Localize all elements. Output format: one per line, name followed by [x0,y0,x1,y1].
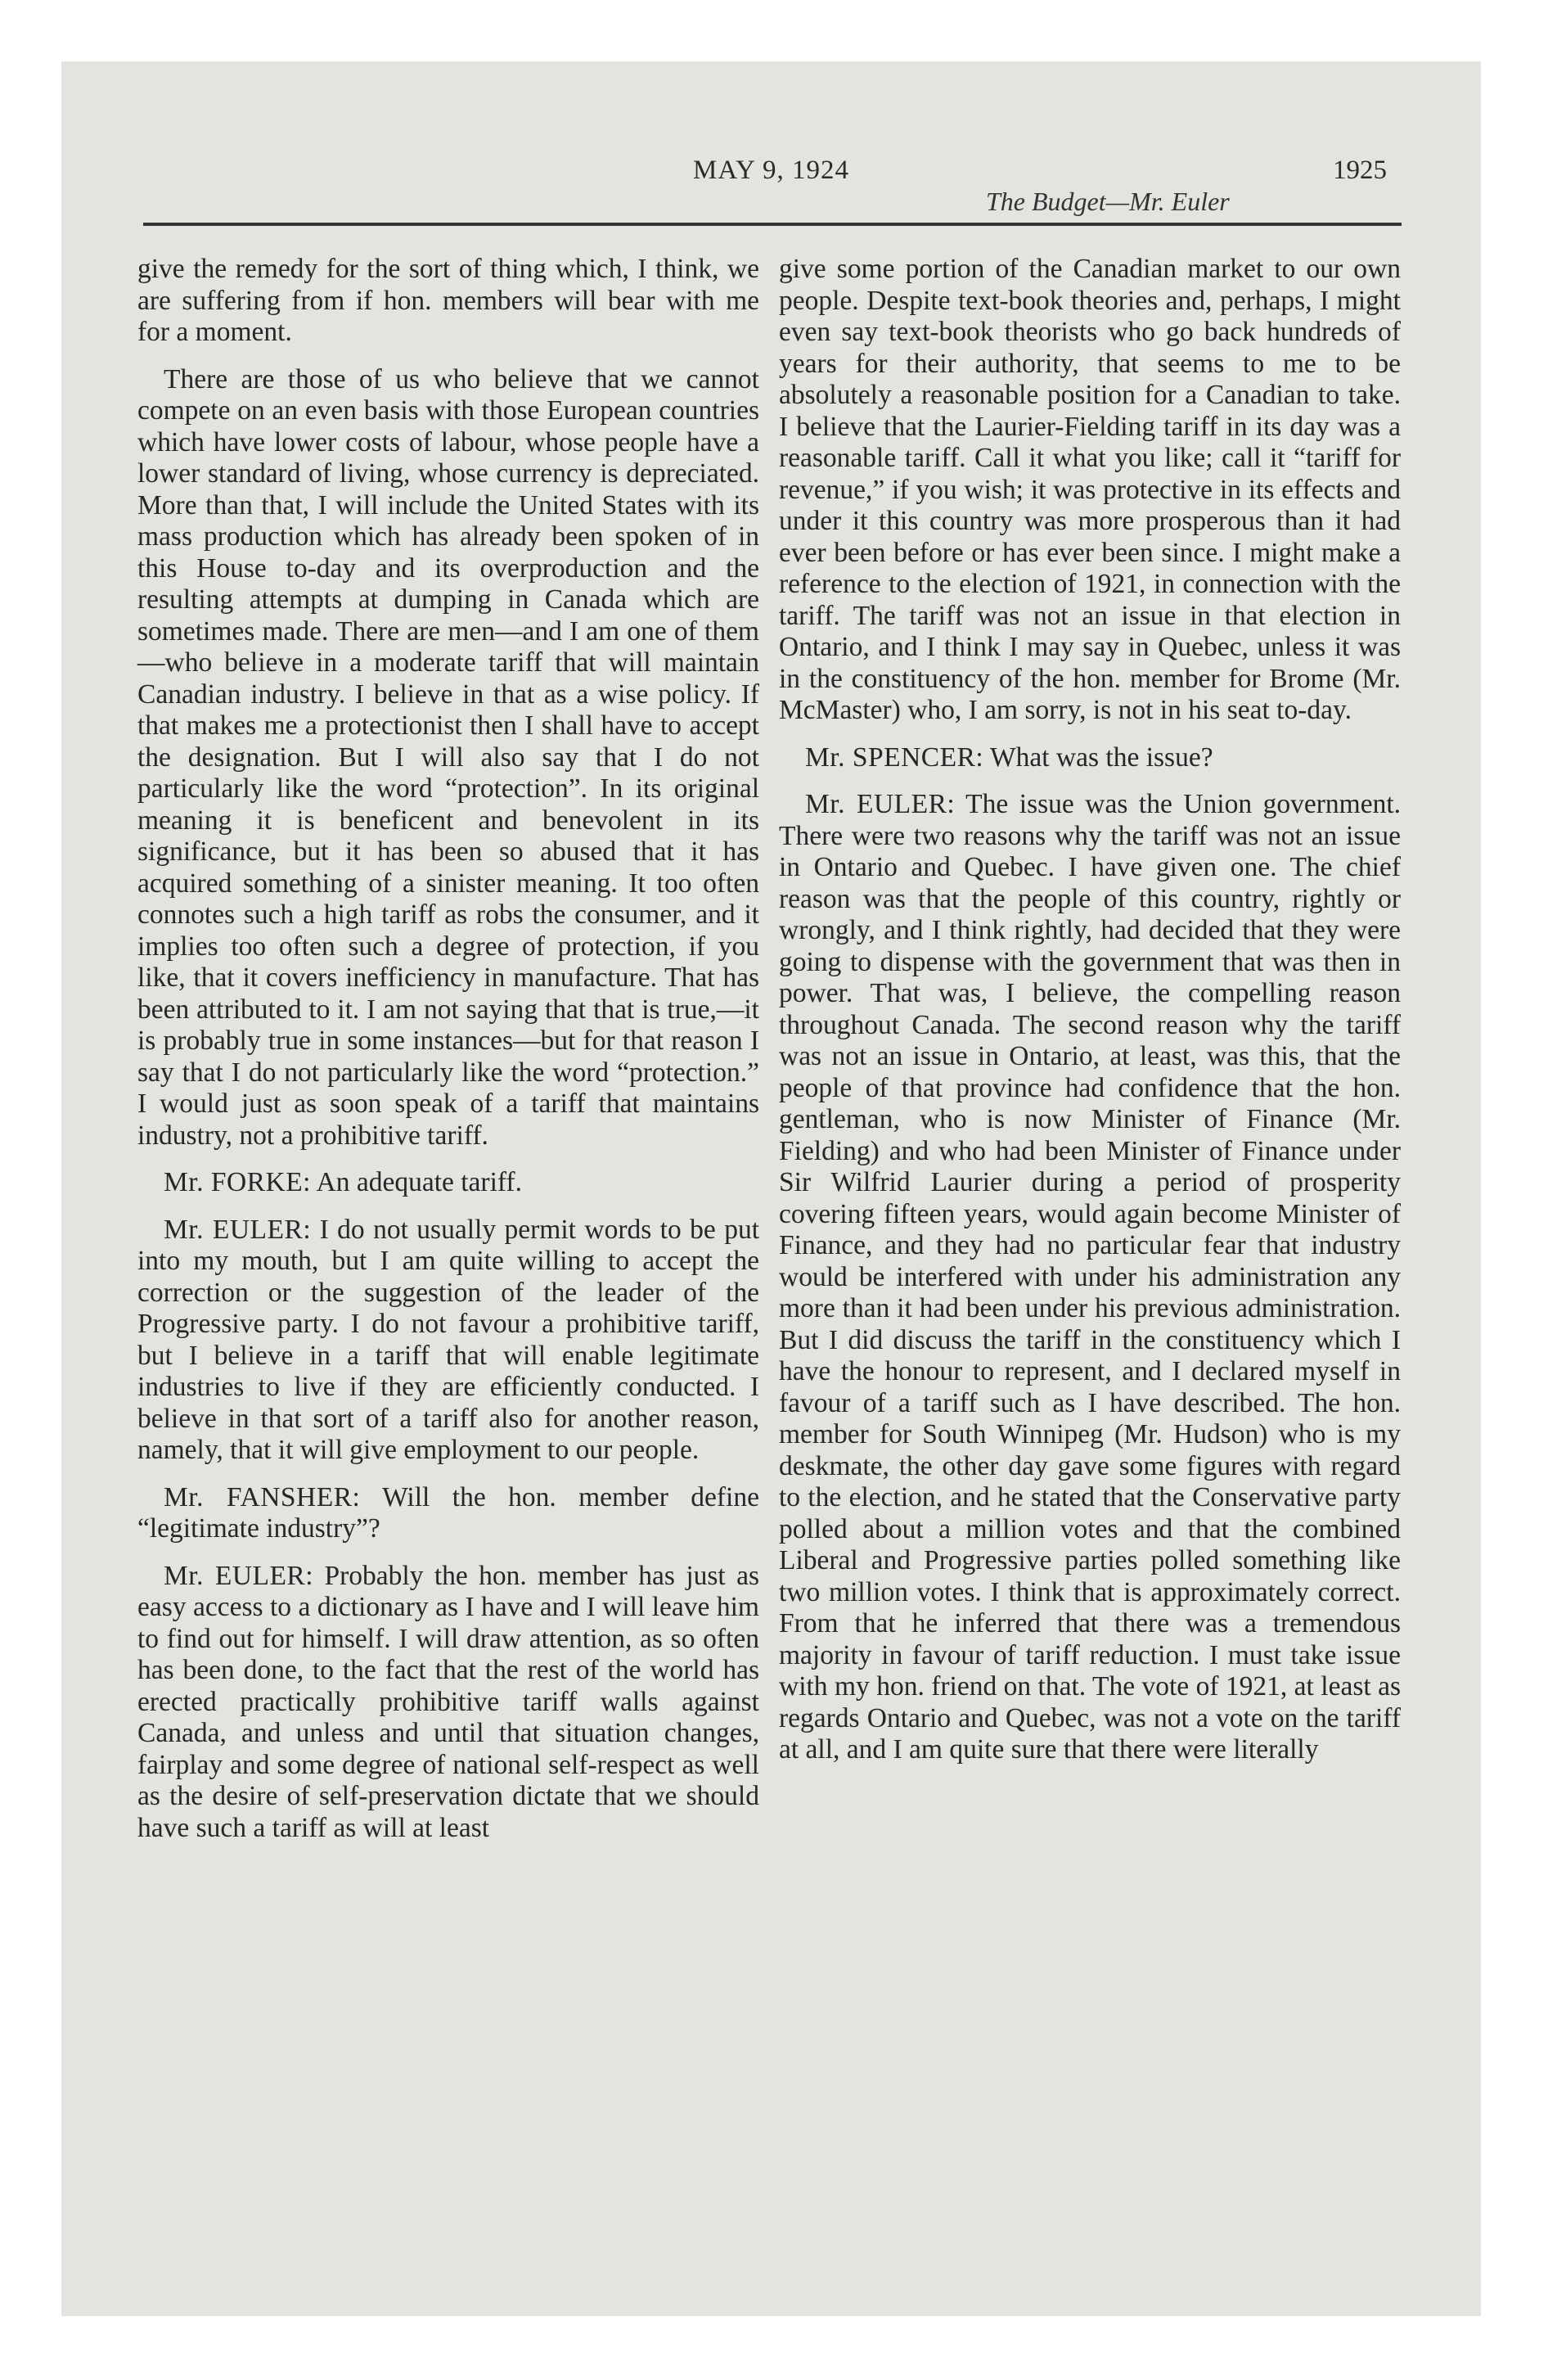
paragraph-text: There are those of us who believe that we cannot compete on an even basis with those European countries which have lower costs of labour, whose people have a lower standard of living, whose currency is depreciated. More than that, I will include the United States with its mass production which has already been spoken of in this House to-day and its overproduction and the resulting attempts at dumping in Canada which are sometimes made. There are men—and I am one of them —who believe in a moderate tariff that will maintain Canadian industry. I believe in that as a wise policy. If that makes me a protectionist then I shall have to accept the designation. But I will also say that I do not particularly like the word “protection”. In its original meaning it is beneficent and benevolent in its significance, but it has been so abused that it has acquired something of a sinister meaning. It too often connotes such a high tariff as robs the consumer, and it implies too often such a degree of protection, if you like, that it covers inefficiency in manufacture. That has been attributed to it. I am not saying that that is true,—it is probably true in some instances—but for that reason I say that I do not particularly like the word “protection.” I would just as soon speak of a tariff that maintains industry, not a prohibitive tariff. [137,363,759,1151]
paragraph [137,1167,759,1199]
paragraph [137,1482,759,1545]
speaker-name: Mr. FANSHER: [164,1481,361,1512]
running-header [131,131,1411,229]
paragraph-text: give the remedy for the sort of thing which, I think, we are suffering from if hon. members will bear with me for a moment. [137,254,759,347]
page-number: 1925 [1333,156,1387,185]
speaker-name: Mr. EULER: [164,1560,314,1591]
header-date: MAY 9, 1924 [692,156,849,185]
paragraph-text: I do not usually permit words to be put into my mouth, but I am quite willing to accept the correction or the suggestion of the leader of the Progressive party. I do not favour a prohibitive tariff, but I believe in a tariff that will enable legitimate industries to live if they are efficiently conducted. I believe in that sort of a tariff also for another reason, namely, that it will give employment to our people. [137,1214,760,1465]
paragraph [137,1561,759,1845]
paragraph [779,789,1401,1766]
left-column [137,254,759,1859]
speaker-name: Mr. SPENCER: [805,741,984,773]
paragraph-text: The issue was the Union government. There were two reasons why the tariff was not an issue in Ontario and Quebec. I have given one. The chief reason was that the people of this country, rightly or wrongly, and I think rightly, had decided that they were going to dispense with the government that was then in power. That was, I believe, the compelling reason throughout Canada. The second reason why the tariff was not an issue in Ontario, at least, was this, that the people of that province had confidence that the hon. gentleman, who is now Minister of Finance (Mr. Fielding) and who had been Minister of Finance under Sir Wilfrid Laurier during a period of prosperity covering fifteen years, would again become Minister of Finance, and they had no particular fear that industry would be interfered with under his administration any more than it had been under his previous administration. But I did discuss the tariff in the constituency which I have the honour to represent, and I declared myself in favour of a tariff such as I have described. The hon. member for South Winnipeg (Mr. Hudson) who is my deskmate, the other day gave some figures with regard to the election, and he stated that the Conservative party polled about a million votes and that the combined Liberal and Progressive parties polled something like two million votes. I think that is approximately correct. From that he inferred that there was a tremendous majority in favour of tariff reduction. I must take issue with my hon. friend on that. The vote of 1921, at least as regards Ontario and Quebec, was not a vote on the tariff at all, and I am quite sure that there were literally [779,789,1401,1765]
paragraph [779,254,1401,727]
paragraph [137,254,759,349]
paragraph-text: Will the hon. member define “legitimate industry”? [137,1481,759,1544]
paragraph-text: give some portion of the Canadian market to our own people. Despite text-book theories and, perhaps, I might even say text-book theorists who go back hundreds of years for their authority, that seems to me to be absolutely a reasonable position for a Canadian to take. I believe that the Laurier-Fielding tariff in its day was a reasonable tariff. Call it what you like; call it “tariff for revenue,” if you wish; it was protective in its effects and under it this country was more prosperous than it had ever been before or has ever been since. I might make a reference to the election of 1921, in connection with the tariff. The tariff was not an issue in that election in Ontario, and I think I may say in Quebec, unless it was in the constituency of the hon. member for Brome (Mr. McMaster) who, I am sorry, is not in his seat to-day. [779,254,1401,725]
speaker-name: Mr. EULER: [164,1214,312,1245]
paragraph-text: Probably the hon. member has just as easy access to a dictionary as I have and I will leave him to find out for himself. I will draw attention, as so often has been done, to the fact that the rest of the world has erected practically prohibitive tariff walls against Canada, and unless and until that situation changes, fairplay and some degree of national self-respect as well as the desire of self-preservation dictate that we should have such a tariff as will at least [137,1560,760,1843]
paragraph [137,364,759,1152]
header-rule [143,223,1402,226]
right-column [779,254,1401,1782]
speaker-name: Mr. FORKE: [164,1167,311,1197]
paragraph [137,1215,759,1467]
header-subtitle: The Budget—Mr. Euler [986,187,1230,216]
paragraph-text: An adequate tariff. [316,1167,522,1197]
speaker-name: Mr. EULER: [805,789,956,819]
paragraph [779,742,1401,774]
paragraph-text: What was the issue? [990,741,1213,773]
